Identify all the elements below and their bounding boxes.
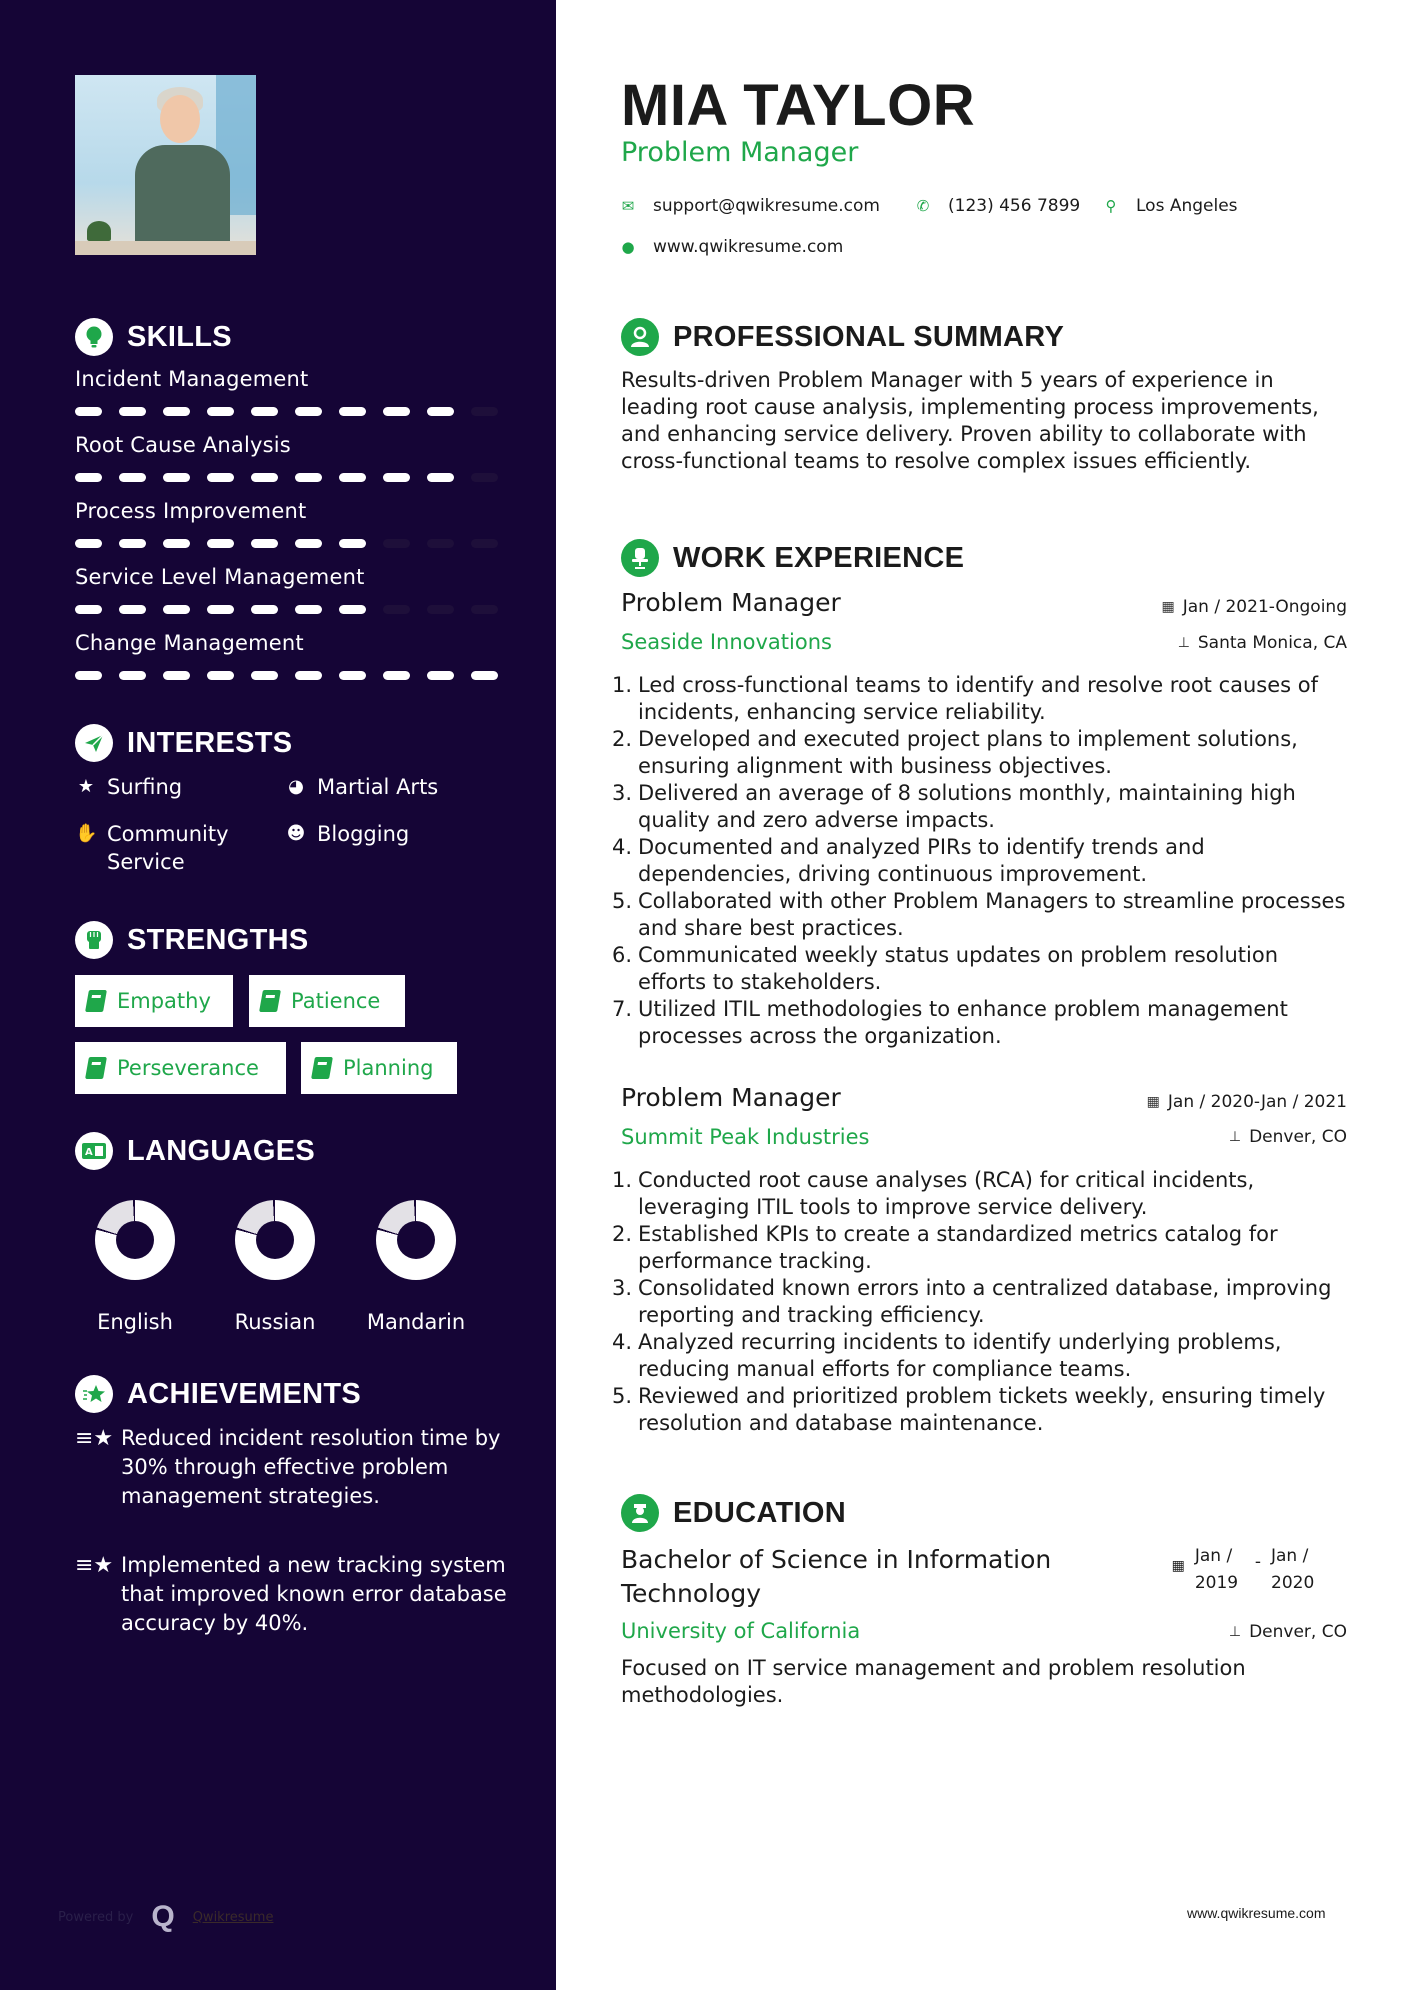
hand-icon: ✋: [75, 823, 98, 844]
skill-level-segment: [207, 605, 234, 614]
strength-tag: Perseverance: [75, 1042, 286, 1094]
job-location: ⊥ Santa Monica, CA: [1177, 633, 1347, 653]
contact-location: ⚲ Los Angeles: [1105, 196, 1238, 216]
skill-level-segment: [163, 605, 190, 614]
candidate-role: Problem Manager: [621, 137, 859, 168]
skill-level-segment: [75, 473, 102, 482]
education-location: ⊥ Denver, CO: [1228, 1622, 1347, 1642]
language-item: Mandarin: [366, 1200, 466, 1334]
skill-level-segment: [119, 671, 146, 680]
lightbulb-icon: [75, 318, 113, 356]
skill-level-segment: [295, 671, 322, 680]
skill-level-bar: [75, 605, 500, 614]
skill-level-segment: [427, 407, 454, 416]
degree-title: Bachelor of Science in Information Technology: [621, 1545, 1052, 1608]
phone-icon: ✆: [916, 197, 930, 215]
skill-level-segment: [471, 539, 498, 548]
skill-level-segment: [383, 671, 410, 680]
book-icon: [311, 1057, 333, 1079]
achievements-heading: ACHIEVEMENTS: [75, 1375, 361, 1413]
star-icon: ★: [77, 776, 95, 797]
book-icon: [85, 990, 107, 1012]
bullet-item: 4. Analyzed recurring incidents to identify underlying problems, reducing manual efforts for compliance teams.: [611, 1330, 1282, 1381]
achievement-item: ≡★ Reduced incident resolution time by 30% through effective problem management strategies.: [75, 1424, 515, 1511]
job-location: ⊥ Denver, CO: [1228, 1127, 1347, 1147]
skill-level-segment: [383, 605, 410, 614]
skill-level-segment: [427, 473, 454, 482]
svg-text:A: A: [85, 1147, 93, 1158]
bullet-item: 7. Utilized ITIL methodologies to enhance problem management processes across the organization.: [611, 997, 1288, 1048]
bullet-item: 2. Developed and executed project plans to implement solutions, ensuring alignment with business objectives.: [611, 727, 1298, 778]
skill-level-segment: [339, 605, 366, 614]
education-heading: EDUCATION: [621, 1494, 846, 1532]
book-icon: [259, 990, 281, 1012]
skill-level-segment: [295, 605, 322, 614]
skill-level-segment: [207, 473, 234, 482]
skill-level-segment: [339, 671, 366, 680]
language-item: Russian: [225, 1200, 325, 1334]
pushpin-icon: ⊥: [1228, 1129, 1242, 1145]
experience-heading: WORK EXPERIENCE: [621, 539, 964, 577]
skill-level-segment: [119, 539, 146, 548]
skill-level-segment: [251, 671, 278, 680]
bullet-item: 6. Communicated weekly status updates on problem resolution efforts to stakeholders.: [611, 943, 1279, 994]
skill-level-segment: [471, 407, 498, 416]
star-icon: ≡★: [75, 1553, 114, 1578]
skill-level-segment: [75, 539, 102, 548]
skill-level-bar: [75, 539, 500, 548]
footer-url[interactable]: www.qwikresume.com: [1187, 1905, 1326, 1921]
strength-tag: Planning: [301, 1042, 457, 1094]
skill-level-segment: [471, 473, 498, 482]
language-proficiency-donut: [95, 1200, 175, 1280]
interests-heading: INTERESTS: [75, 724, 292, 762]
skill-level-segment: [383, 539, 410, 548]
achievement-item: ≡★ Implemented a new tracking system that improved known error database accuracy by 40%.: [75, 1551, 515, 1638]
skill-level-segment: [119, 605, 146, 614]
skill-level-segment: [207, 407, 234, 416]
powered-by: Powered by Q Qwikresume: [58, 1900, 274, 1933]
skill-item: Incident Management: [75, 367, 500, 416]
skill-level-segment: [251, 539, 278, 548]
office-chair-icon: [621, 539, 659, 577]
language-item: English: [85, 1200, 185, 1334]
school-name: University of California: [621, 1619, 861, 1643]
skill-item: Service Level Management: [75, 565, 500, 614]
contact-website: ● www.qwikresume.com: [621, 237, 844, 257]
job-title: Problem Manager: [621, 1083, 841, 1112]
summary-heading: PROFESSIONAL SUMMARY: [621, 318, 1064, 356]
skill-level-segment: [75, 671, 102, 680]
skills-heading: SKILLS: [75, 318, 232, 356]
trophy-star-icon: [75, 1375, 113, 1413]
calendar-icon: ▦: [1171, 1558, 1185, 1574]
pushpin-icon: ⊥: [1177, 635, 1190, 651]
language-icon: [75, 1132, 113, 1170]
skill-level-segment: [295, 539, 322, 548]
graduate-icon: [621, 1494, 659, 1532]
skill-item: Change Management: [75, 631, 500, 680]
user-icon: [621, 318, 659, 356]
globe-icon: ◕: [288, 776, 304, 797]
qwikresume-link[interactable]: Qwikresume: [192, 1909, 274, 1925]
company-name: Summit Peak Industries: [621, 1125, 870, 1149]
skill-level-segment: [427, 539, 454, 548]
education-description: Focused on IT service management and problem resolution methodologies.: [621, 1656, 1246, 1707]
globe-icon: ●: [621, 238, 635, 256]
bullet-item: 5. Collaborated with other Problem Managers to streamline processes and share best practices.: [611, 889, 1346, 940]
skill-level-bar: [75, 671, 500, 680]
interest-item: ◕ Martial Arts: [285, 773, 505, 801]
envelope-icon: ✉: [621, 197, 635, 215]
bullet-item: 4. Documented and analyzed PIRs to identify trends and dependencies, driving continuous improvement.: [611, 835, 1205, 886]
candidate-name: MIA TAYLOR: [621, 73, 976, 138]
skill-level-segment: [207, 671, 234, 680]
calendar-icon: ▦: [1146, 1094, 1160, 1110]
qwikresume-logo: Q: [151, 1900, 175, 1933]
bullet-item: 1. Led cross-functional teams to identify and resolve root causes of incidents, enhancing service reliability.: [611, 673, 1319, 724]
map-marker-icon: ⚲: [1105, 197, 1117, 215]
skill-level-segment: [75, 605, 102, 614]
strength-tag: Patience: [249, 975, 405, 1027]
fist-icon: [75, 921, 113, 959]
job-bullets: [611, 672, 1347, 1050]
language-proficiency-donut: [376, 1200, 456, 1280]
paper-plane-icon: [75, 724, 113, 762]
skill-level-segment: [427, 671, 454, 680]
skill-level-bar: [75, 407, 500, 416]
contact-phone: ✆ (123) 456 7899: [916, 196, 1081, 216]
strengths-heading: STRENGTHS: [75, 921, 309, 959]
skill-level-segment: [163, 407, 190, 416]
skill-level-bar: [75, 473, 500, 482]
users-icon: ☻: [286, 823, 306, 844]
pushpin-icon: ⊥: [1228, 1624, 1242, 1640]
skill-level-segment: [295, 473, 322, 482]
skill-level-segment: [251, 407, 278, 416]
book-icon: [85, 1057, 107, 1079]
job-bullets: [611, 1167, 1347, 1437]
interest-item: ✋ Community Service: [75, 822, 229, 874]
bullet-item: 2. Established KPIs to create a standardized metrics catalog for performance tracking.: [611, 1222, 1278, 1273]
skill-level-segment: [75, 407, 102, 416]
education-date: ▦ Jan / 2019 - Jan / 2020: [1172, 1543, 1321, 1597]
skill-level-segment: [339, 539, 366, 548]
skill-item: Process Improvement: [75, 499, 500, 548]
job-date: ▦ Jan / 2021-Ongoing: [1161, 597, 1347, 617]
skill-level-segment: [119, 473, 146, 482]
profile-photo: [75, 75, 256, 255]
bullet-item: 5. Reviewed and prioritized problem tickets weekly, ensuring timely resolution and database maintenance.: [611, 1384, 1326, 1435]
calendar-icon: ▦: [1161, 599, 1175, 615]
contact-email: ✉ support@qwikresume.com: [621, 196, 880, 216]
company-name: Seaside Innovations: [621, 630, 832, 654]
skill-level-segment: [207, 539, 234, 548]
bullet-item: 3. Consolidated known errors into a centralized database, improving reporting and tracking efficiency.: [611, 1276, 1332, 1327]
interest-item: ★ Surfing: [75, 773, 265, 801]
skill-level-segment: [339, 407, 366, 416]
summary-text: Results-driven Problem Manager with 5 years of experience in leading root cause analysis, implementing process improvements, and enhancing service delivery. Proven ability to collaborate with cross-functional teams to resolve complex issues efficiently.: [621, 368, 1319, 473]
skill-level-segment: [295, 407, 322, 416]
bullet-item: 1. Conducted root cause analyses (RCA) for critical incidents, leveraging ITIL tools to improve service delivery.: [611, 1168, 1255, 1219]
job-title: Problem Manager: [621, 588, 841, 617]
skill-level-segment: [383, 473, 410, 482]
bullet-item: 3. Delivered an average of 8 solutions monthly, maintaining high quality and zero adverse impacts.: [611, 781, 1296, 832]
languages-heading: A LANGUAGES: [75, 1132, 315, 1170]
skill-level-segment: [251, 473, 278, 482]
skill-level-segment: [471, 671, 498, 680]
star-icon: ≡★: [75, 1426, 114, 1451]
skill-level-segment: [251, 605, 278, 614]
strength-tag: Empathy: [75, 975, 233, 1027]
sidebar: [0, 0, 556, 1990]
job-date: ▦ Jan / 2020-Jan / 2021: [1146, 1092, 1347, 1112]
skill-level-segment: [119, 407, 146, 416]
skill-level-segment: [163, 671, 190, 680]
language-proficiency-donut: [235, 1200, 315, 1280]
skill-level-segment: [163, 539, 190, 548]
skill-item: Root Cause Analysis: [75, 433, 500, 482]
skill-level-segment: [383, 407, 410, 416]
skill-level-segment: [163, 473, 190, 482]
interest-item: ☻ Blogging: [286, 822, 410, 846]
skill-level-segment: [427, 605, 454, 614]
skill-level-segment: [471, 605, 498, 614]
skill-level-segment: [339, 473, 366, 482]
